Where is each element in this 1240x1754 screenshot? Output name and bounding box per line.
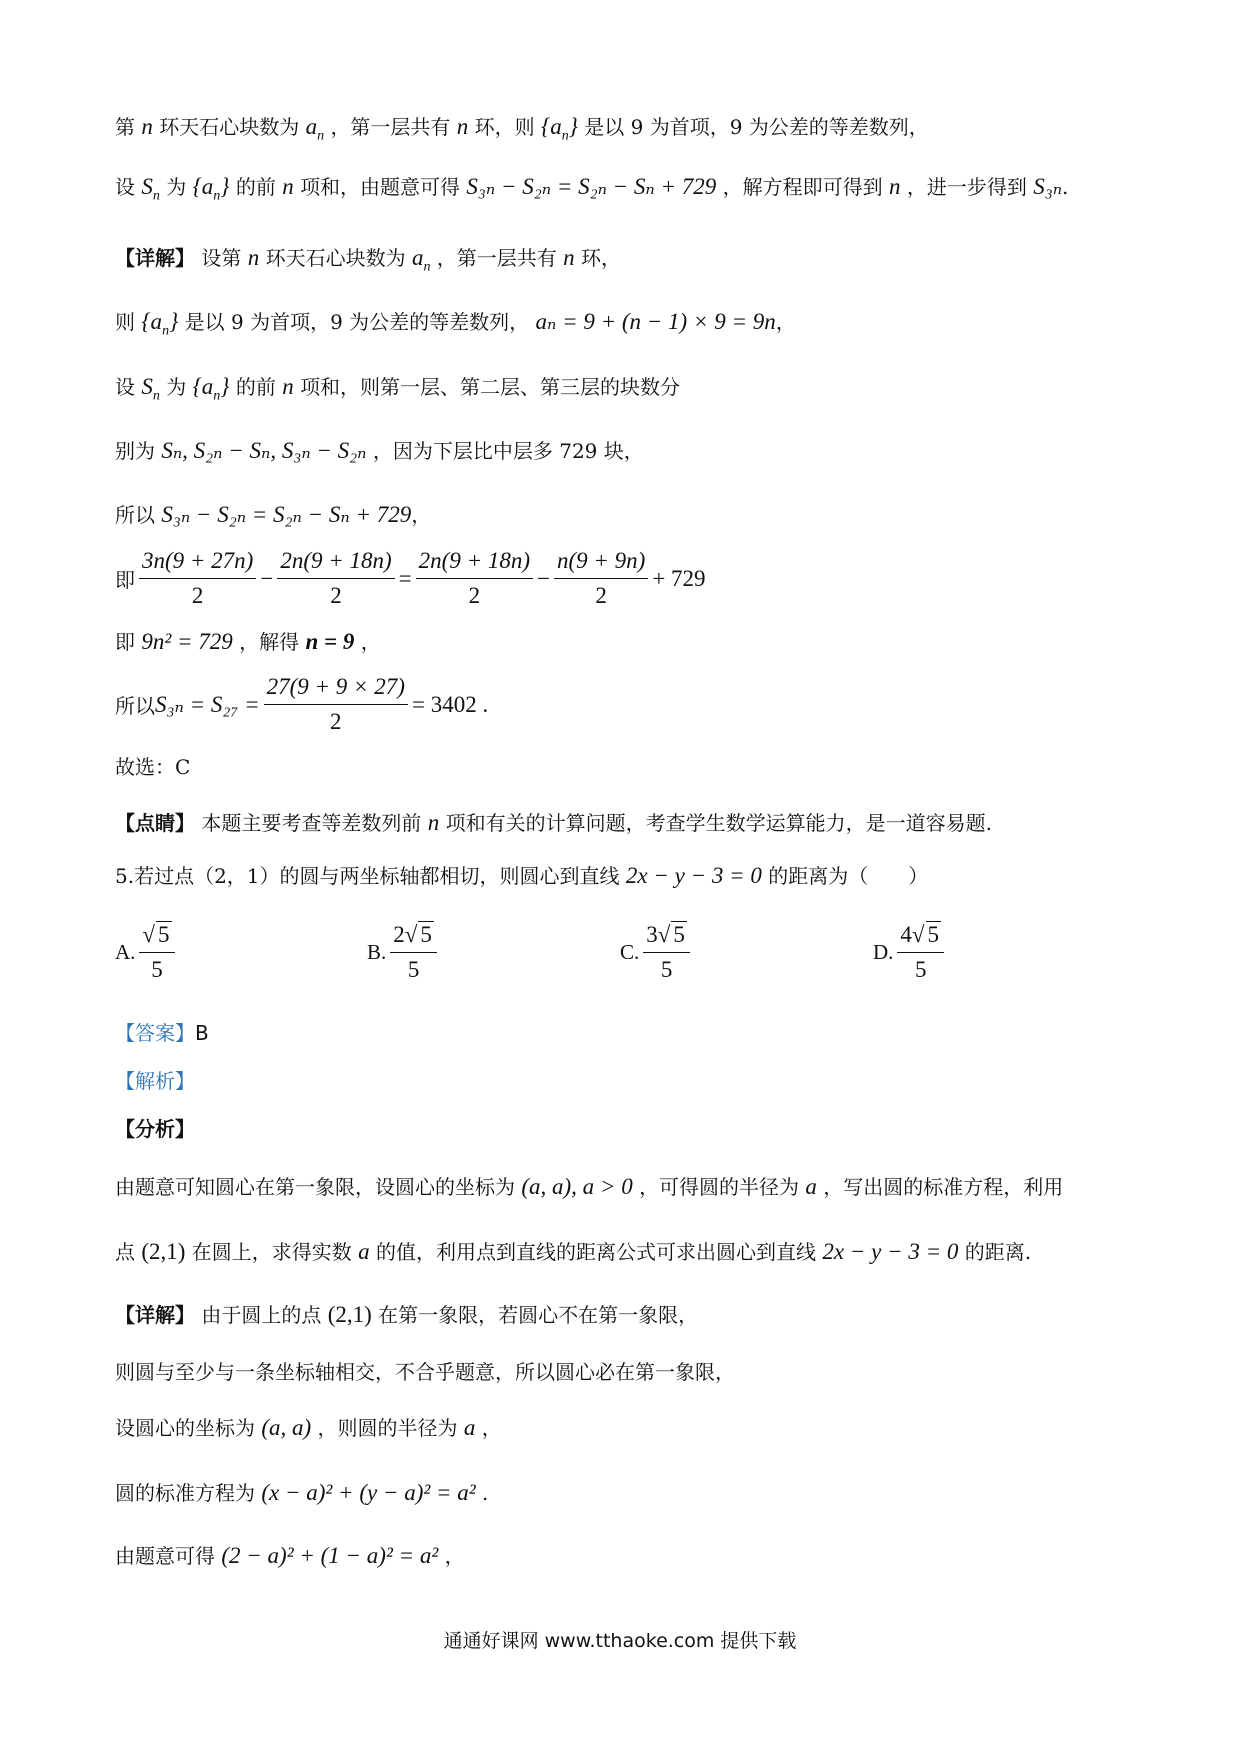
jiexi-heading [115,1066,195,1096]
math-seq-an: $\{a_n\}$ [541,114,578,144]
text: 的值，利用点到直线的距离公式可求出圆心到直线 [376,1240,817,1264]
detail-line-2 [115,1357,735,1387]
math-s27: S₃ₙ = S₂₇ = [155,691,260,717]
analysis-line-1 [115,1172,1063,1202]
question-5 [115,861,928,891]
text: 环天石心块数为 [265,246,406,270]
math-n: n [282,174,294,199]
option-b[interactable]: B. $\frac{2√ 5}{5}$ [367,920,441,985]
text: 由于圆上的点 [201,1303,322,1327]
text: 设第 [201,246,242,270]
text: 设圆心的坐标为 [115,1416,255,1440]
math-point: (2,1) [327,1302,372,1327]
paragraph-detail-result [115,672,488,737]
text: 由题意可得 [115,1544,215,1568]
text: 即 [115,568,135,592]
paragraph-detail-2: 则 $\{a_n\}$ 是以 9 为首项，9 为公差的等差数列， aₙ = 9 + (n − 1) × 9 = 9n， [115,309,796,339]
text: 所以 [115,503,155,527]
fenxi-label: 【分析】 [115,1117,195,1141]
text: 的距离为（ ） [768,864,929,888]
fraction-s27: $\frac{27(9 + 9 \times 27)}{2}$ [264,672,408,737]
paragraph-detail-4 [115,436,644,466]
text: ， [444,1544,465,1568]
text: ，可得圆的半径为 [639,1175,800,1199]
text: 点 [115,1240,135,1264]
text: 环天石心块数为 [159,115,300,139]
math-seq-an: $\{a_n\}$ [141,309,179,339]
text: 是以 9 为首项，9 为公差的等差数列， [584,115,929,139]
math-a: a [358,1239,370,1264]
paragraph-analysis-2: 设 $S_n$ 为 $\{a_n\}$ 的前 n 项和，由题意可得 S₃ₙ − S₂ₙ = S₂ₙ − Sₙ + 729 ，解方程即可得到 n ，进一步得到 S₃ₙ. [115,174,1069,204]
math-center: (a, a) [261,1415,312,1440]
math-line: 2x − y − 3 = 0 [625,863,762,888]
math-layers: Sₙ, S₂ₙ − Sₙ, S₃ₙ − S₂ₙ [161,438,367,463]
fraction-3: $\frac{2n(9 + 18n)}{2}$ [416,546,533,611]
text: ，解方程即可得到 [722,175,883,199]
math-seq-an: $\{a_n\}$ [192,174,230,204]
text: 故选：C [115,755,191,779]
detail-label: 【详解】 [115,1303,195,1327]
text: 第 [115,115,135,139]
math-n: n [427,810,440,835]
math-a: a [805,1174,817,1199]
math-n-value: n = 9 [305,629,355,654]
math-n: n [247,245,260,270]
analysis-line-2 [115,1237,1031,1267]
text: 在圆上，求得实数 [191,1240,352,1264]
math-result: = 3402 . [411,691,489,717]
text: 则 [115,310,135,334]
text: 在第一象限，若圆心不在第一象限， [378,1303,699,1327]
text: . [482,1481,489,1505]
detail-line-3 [115,1413,502,1443]
text: 是以 9 为首项，9 为公差的等差数列， [184,310,530,334]
math-center: (a, a), a > 0 [521,1174,633,1199]
text: 项和，则第一层、第二层、第三层的块数分 [300,375,681,399]
paragraph-analysis-1 [115,112,929,152]
paragraph-detail-3 [115,372,680,412]
text: 项和有关的计算问题，考查学生数学运算能力，是一道容易题. [445,811,992,835]
math-n-squared: 9n² = 729 [141,629,233,654]
text: 所以 [115,694,155,718]
fraction-4: $\frac{n(9 + 9n)}{2}$ [554,546,648,611]
paragraph-detail-6 [115,627,381,657]
detail-label: 【详解】 [115,246,195,270]
math-n: n [889,174,901,199]
math-line: 2x − y − 3 = 0 [822,1239,959,1264]
text: 为 [166,375,187,399]
text: ， [481,1416,502,1440]
math-point: (2,1) [141,1239,186,1264]
math-equation: S₃ₙ − S₂ₙ = S₂ₙ − Sₙ + 729 [466,174,717,199]
text: ，因为下层比中层多 729 块， [372,439,644,463]
math-sn: $S_n$ [141,174,160,204]
paragraph-comment [115,808,992,838]
jiexi-label: 【解析】 [115,1069,195,1093]
math-n: n [456,114,469,139]
math-an: $a_n$ [411,245,431,275]
math-n: n [141,114,153,139]
text: 即 [115,630,135,654]
text: ，第一层共有 [330,115,451,139]
text: 别为 [115,439,155,463]
text: ，写出圆的标准方程，利用 [823,1175,1064,1199]
answer-label: 【答案】 [115,1021,195,1045]
comment-label: 【点睛】 [115,811,195,835]
detail-line-4 [115,1478,488,1508]
text: 设 [115,375,135,399]
text: ， [360,630,381,654]
text: 设 [115,175,135,199]
text: 环，则 [474,115,535,139]
text: ，则圆的半径为 [317,1416,458,1440]
text: 本题主要考查等差数列前 [201,811,422,835]
text: 环， [581,246,622,270]
option-d[interactable]: D. $\frac{4√ 5}{5}$ [873,920,948,985]
math-n: n [282,374,294,399]
text: 5.若过点（2，1）的圆与两坐标轴都相切，则圆心到直线 [115,864,620,888]
math-equation: S₃ₙ − S₂ₙ = S₂ₙ − Sₙ + 729 [161,502,412,527]
math-circle-equation: (x − a)² + (y − a)² = a² [261,1480,476,1505]
paragraph-detail-fraction: 即 $\frac{3n(9 + 27n)}{2}$ − $\frac{2n(9 + 18n)}{2}$ = $\frac{2n(9 + 18n)}{2}$ − $\frac{n(9 + 9n)}{2}$ + 729 [115,546,706,611]
answer-value: B [195,1021,209,1045]
fraction-1: $\frac{3n(9 + 27n)}{2}$ [139,546,256,611]
text: ，第一层共有 [436,246,557,270]
math-s3n: S₃ₙ [1033,174,1063,199]
answer-line [115,1018,209,1048]
paragraph-detail-5: 所以 S₃ₙ − S₂ₙ = S₂ₙ − Sₙ + 729， [115,502,432,527]
answer-choice-line [115,752,190,782]
page-footer: 通通好课网 www.tthaoke.com 提供下载 [443,1630,797,1652]
math-sn: $S_n$ [141,374,160,404]
text: ，解得 [239,630,300,654]
detail-line-1 [115,1300,698,1330]
paragraph-detail-1 [115,243,621,283]
math-a: a [463,1415,476,1440]
math-an: $a_n$ [305,114,325,144]
text: 的前 [235,175,276,199]
math-substituted-equation: (2 − a)² + (1 − a)² = a² [221,1543,439,1568]
text: 为 [166,175,187,199]
option-a[interactable]: A. $\frac{√ 5}{5}$ [115,920,179,985]
math-n: n [563,245,575,270]
text: 圆的标准方程为 [115,1481,255,1505]
math-an-formula: aₙ = 9 + (n − 1) × 9 = 9n [535,309,776,334]
text: 由题意可知圆心在第一象限，设圆心的坐标为 [115,1175,515,1199]
math-seq-an: $\{a_n\}$ [192,374,230,404]
text: 的前 [235,375,276,399]
detail-line-5 [115,1541,465,1571]
text: 的距离. [964,1240,1032,1264]
option-c[interactable]: C. $\frac{3√ 5}{5}$ [620,920,694,985]
fraction-2: $\frac{2n(9 + 18n)}{2}$ [277,546,394,611]
math-plus-729: + 729 [652,565,706,591]
fenxi-heading [115,1114,195,1144]
text: ，进一步得到 [906,175,1027,199]
text: 项和，由题意可得 [300,175,461,199]
text: 则圆与至少与一条坐标轴相交，不合乎题意，所以圆心必在第一象限， [115,1360,735,1384]
